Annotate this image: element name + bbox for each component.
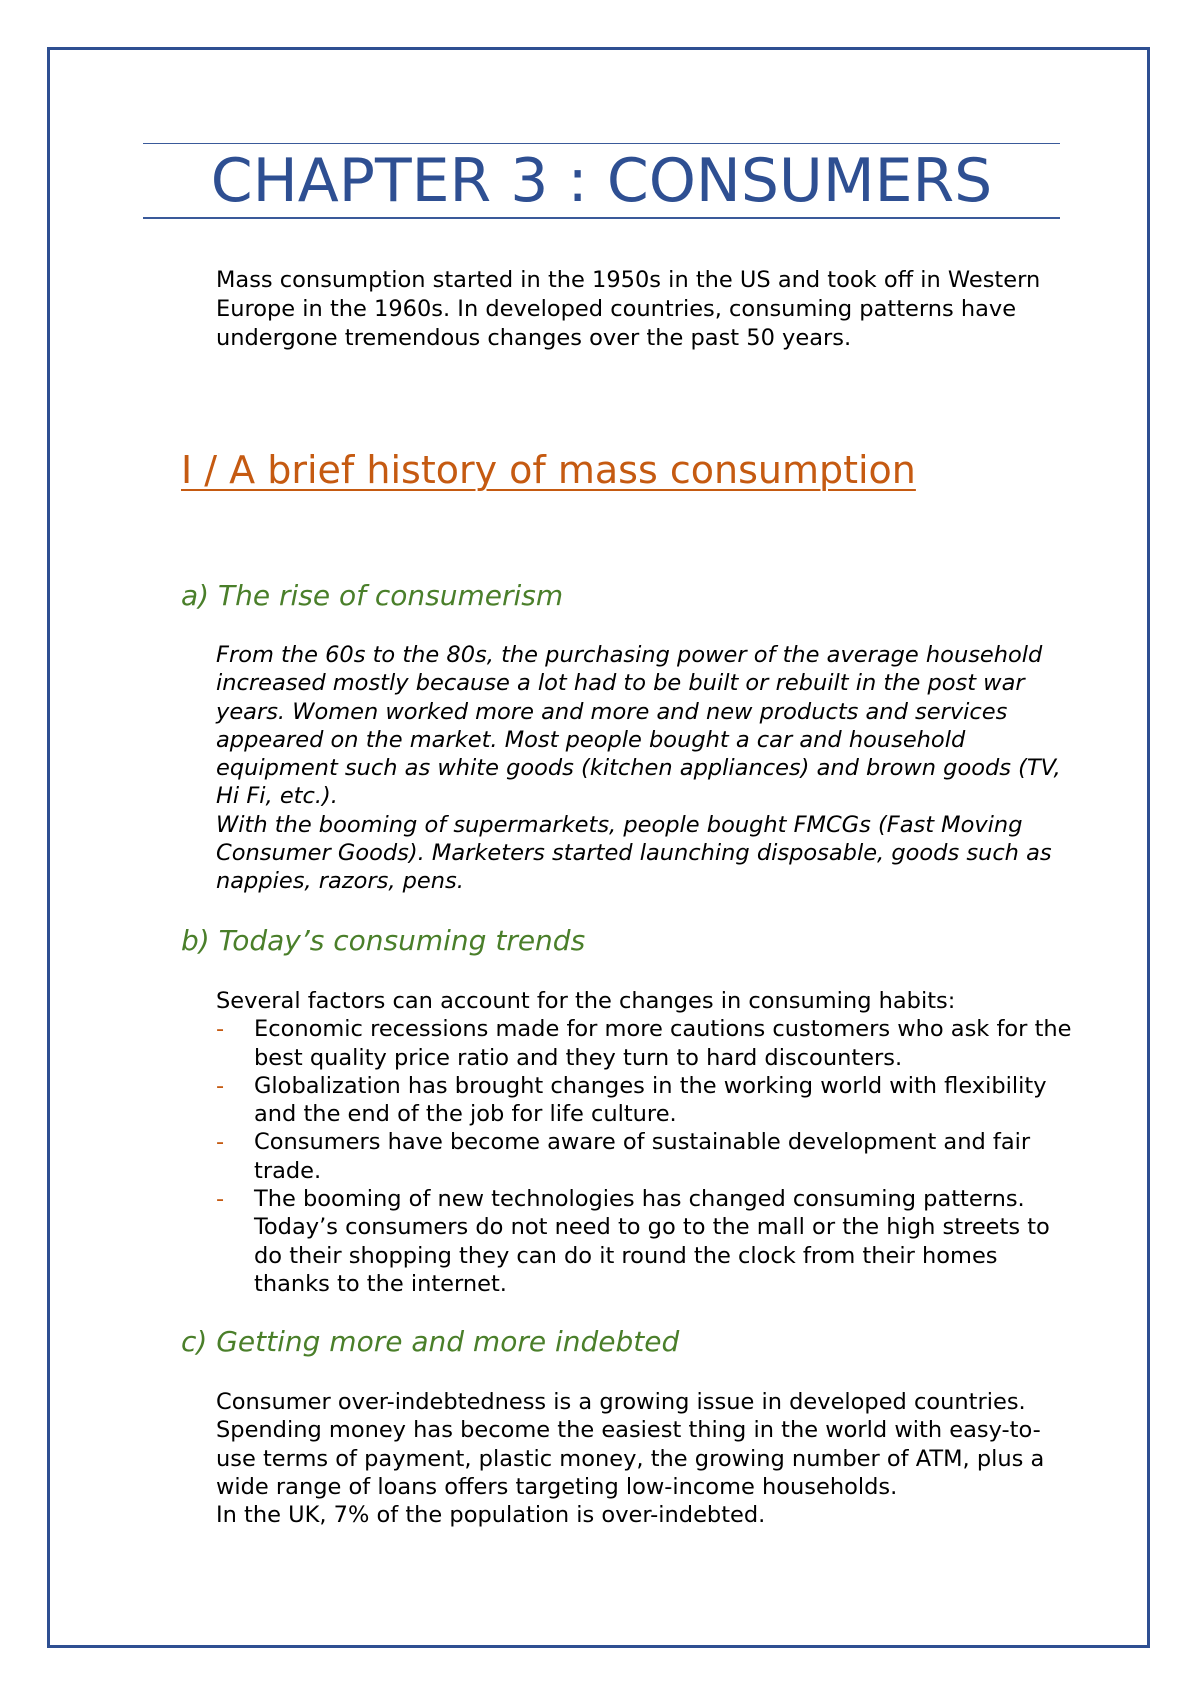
list-item <box>216 1128 1076 1185</box>
subsection-a-paragraph: With the booming of supermarkets, people bought FMCGs (Fast Moving Consumer Goods). Marketers started launching disposable, goods such as nappies, razors, pens. <box>216 811 1052 895</box>
subsection-a-paragraph: From the 60s to the 80s, the purchasing power of the average household increased mostly because a lot had to be built or rebuilt in the post war years. Women worked more and more and new products and services appeared on the market. Most people bought a car and household equipment such as white goods (kitchen appliances) and brown goods (TV, Hi Fi, etc.). <box>216 642 1061 810</box>
bullet-dash: - <box>216 1072 225 1099</box>
intro-paragraph: Mass consumption started in the 1950s in the US and took off in Western Europe in the 1960s. In developed countries, consuming patterns have undergone tremendous changes over the past 50 years. <box>216 267 1041 351</box>
bullet-dash: - <box>216 1186 225 1213</box>
list-item <box>216 1015 1076 1072</box>
chapter-title: CHAPTER 3 : CONSUMERS <box>210 146 993 216</box>
title-bottom-rule <box>143 217 1060 219</box>
subsection-a-body <box>216 641 1076 896</box>
subsection-c-heading: c) Getting more and more indebted <box>181 1325 680 1358</box>
subsection-c-paragraph: In the UK, 7% of the population is over-indebted. <box>216 1502 766 1529</box>
list-item-text: Consumers have become aware of sustainable development and fair trade. <box>254 1129 1031 1184</box>
list-item-text: Globalization has brought changes in the working world with flexibility and the end of the job for life culture. <box>254 1072 1047 1128</box>
subsection-c-body <box>216 1388 1076 1529</box>
bullet-dash: - <box>216 1016 225 1043</box>
list-item-text: The booming of new technologies has changed consuming patterns. Today’s consumers do not need to go to the mall or the high streets to do their shopping they can do it round the clock from their homes thanks to the internet. <box>254 1186 1050 1297</box>
subsection-a-heading: a) The rise of consumerism <box>181 579 564 612</box>
list-item <box>216 1185 1076 1298</box>
factor-list <box>216 1015 1076 1298</box>
title-top-rule <box>143 143 1060 144</box>
bullet-dash: - <box>216 1129 225 1156</box>
subsection-b-lead: Several factors can account for the changes in consuming habits: <box>216 988 956 1014</box>
subsection-c-paragraph: Consumer over-indebtedness is a growing issue in developed countries. Spending money has become the easiest thing in the world with easy-to-use terms of payment, plastic money, the growing number of ATM, plus a wide range of loans offers targeting low-income households. <box>216 1389 1045 1500</box>
list-item-text: Economic recessions made for more cautions customers who ask for the best quality price ratio and they turn to hard discounters. <box>254 1016 1072 1071</box>
subsection-b-body <box>216 987 1076 1298</box>
subsection-b-heading: b) Today’s consuming trends <box>181 924 586 957</box>
list-item <box>216 1072 1076 1129</box>
section-heading: I / A brief history of mass consumption <box>181 448 916 492</box>
